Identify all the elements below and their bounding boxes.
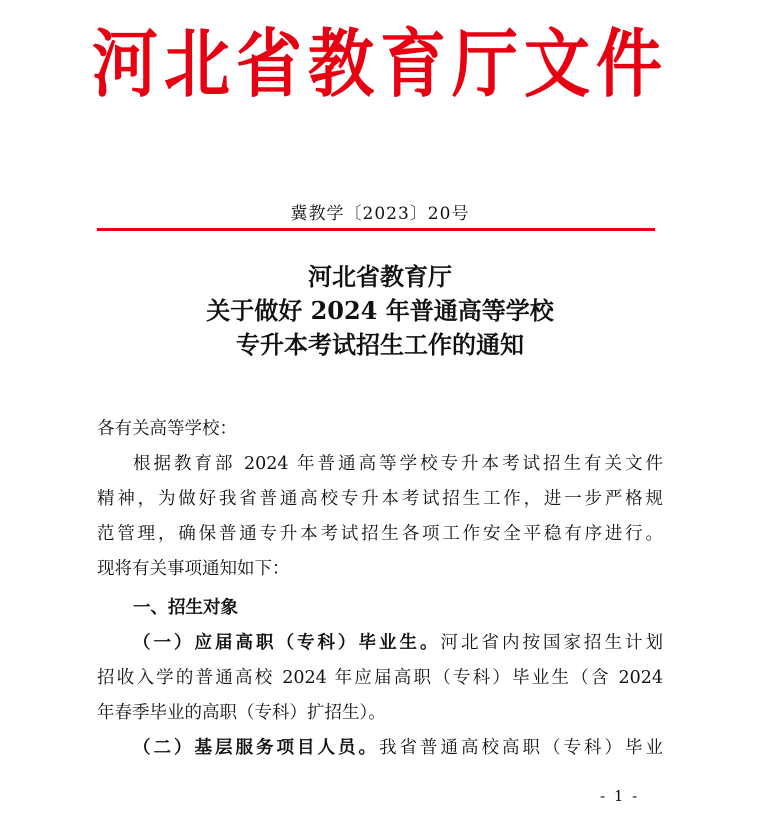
item2-lead: （二）基层服务项目人员。	[133, 738, 379, 758]
section-heading-recruitment-targets: 一、招生对象	[133, 598, 238, 618]
intro-line-2: 精神，为做好我省普通高校专升本考试招生工作，进一步严格规	[97, 489, 663, 509]
document-number: 冀教学〔2023〕20号	[290, 204, 470, 224]
item1-first-rest: 河北省内按国家招生计划	[440, 633, 663, 653]
item2-line-1	[97, 731, 663, 766]
notice-body	[97, 412, 663, 766]
title-line-2: 关于做好 2024 年普通高等学校	[206, 296, 554, 325]
intro-line-3: 范管理，确保普通专升本考试招生各项工作安全平稳有序进行。	[97, 524, 663, 544]
item1-line-1	[97, 626, 663, 661]
notice-title	[0, 260, 760, 362]
red-separator-line	[97, 228, 655, 231]
title-line-3: 专升本考试招生工作的通知	[236, 330, 524, 359]
item2-first-rest: 我省普通高校高职（专科）毕业	[379, 738, 663, 758]
item1-line-3: 年春季毕业的高职（专科）扩招生）。	[97, 703, 386, 723]
title-line-1: 河北省教育厅	[308, 262, 452, 291]
intro-line-4: 现将有关事项通知如下：	[97, 559, 290, 579]
item1-lead: （一）应届高职（专科）毕业生。	[133, 633, 441, 653]
salutation: 各有关高等学校：	[97, 419, 237, 439]
intro-line-1: 根据教育部 2024 年普通高等学校专升本考试招生有关文件	[133, 454, 663, 474]
masthead-title: 河北省教育厅文件	[92, 21, 668, 108]
item1-line-2: 招收入学的普通高校 2024 年应届高职（专科）毕业生（含 2024	[97, 668, 663, 688]
page-number: - 1 -	[600, 787, 640, 805]
